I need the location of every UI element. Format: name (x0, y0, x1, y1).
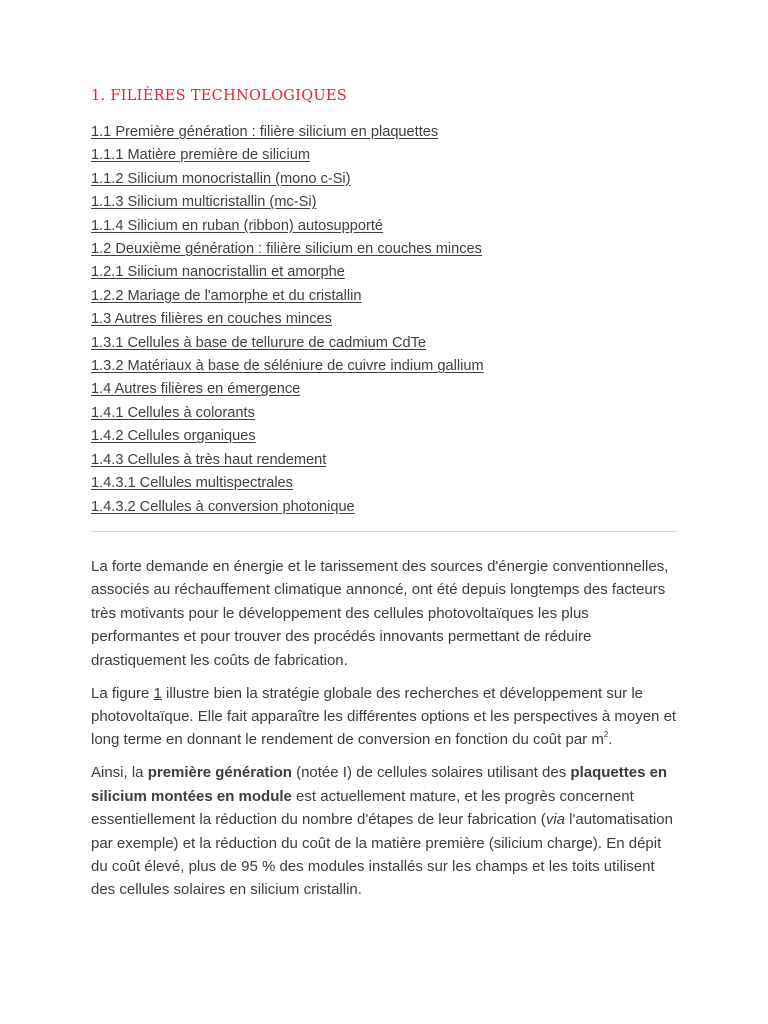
toc-item (91, 121, 484, 144)
italic-term-via: via (545, 811, 565, 829)
toc-item (91, 215, 484, 238)
toc-link-1-1-1[interactable]: 1.1.1 Matière première de silicium (91, 147, 310, 164)
section-divider (91, 531, 677, 532)
toc-item (91, 449, 484, 472)
paragraph-text: (notée I) de cellules solaires utilisant des (291, 764, 571, 782)
paragraph-text: illustre bien la stratégie globale des recherches et développement sur le photovoltaïque. Elle fait apparaître les différentes options et les perspectives à moyen et long terme en donnant le rendement de conversion en fonction du coût par m (91, 684, 677, 749)
toc-item (91, 238, 484, 261)
toc-link-1-3-2[interactable]: 1.3.2 Matériaux à base de séléniure de cuivre indium gallium (91, 358, 484, 375)
toc-item (91, 261, 484, 284)
paragraph-text: l'automatisation par exemple) et la réduction du coût de la matière première (silicium charge). En dépit du coût élevé, plus de 95 % des modules installés sur les champs et les toits utilisent des cellules solaires en silicium cristallin. (91, 811, 673, 899)
toc-item (91, 332, 484, 355)
paragraph-figure-reference (91, 682, 677, 752)
paragraph-intro: La forte demande en énergie et le tarissement des sources d'énergie conventionnelles, associés au réchauffement climatique annoncé, ont été depuis longtemps des facteurs très motivants pour le développement des cellules photovoltaïques les plus performantes et pour trouver des procédés innovants permettant de réduire drastiquement les coûts de fabrication. (91, 558, 669, 669)
toc-link-1-4-1[interactable]: 1.4.1 Cellules à colorants (91, 404, 255, 421)
paragraph-text: Ainsi, la (91, 764, 148, 782)
toc-item (91, 402, 484, 425)
toc-item (91, 472, 484, 495)
bold-term-silicon-wafers: plaquettes en silicium montées en module (91, 764, 668, 805)
bold-term-first-generation: première génération (147, 764, 292, 782)
toc-link-1-2-2[interactable]: 1.2.2 Mariage de l'amorphe et du cristallin (91, 287, 362, 304)
superscript-two: 2 (603, 730, 609, 740)
toc-link-1-1-4[interactable]: 1.1.4 Silicium en ruban (ribbon) autosupporté (91, 217, 384, 234)
toc-link-1-3-1[interactable]: 1.3.1 Cellules à base de tellurure de cadmium CdTe (91, 334, 427, 351)
toc-item (91, 496, 484, 519)
toc-link-1-1-3[interactable]: 1.1.3 Silicium multicristallin (mc-Si) (91, 194, 317, 211)
toc-link-1-4-3-2[interactable]: 1.4.3.2 Cellules à conversion photonique (91, 498, 355, 515)
toc-item (91, 308, 484, 331)
toc-link-1-2[interactable]: 1.2 Deuxième génération : filière silicium en couches minces (91, 241, 482, 258)
article-body (91, 555, 677, 911)
table-of-contents (91, 121, 484, 519)
toc-item (91, 144, 484, 167)
toc-item (91, 191, 484, 214)
toc-link-1-1-2[interactable]: 1.1.2 Silicium monocristallin (mono c-Si) (91, 170, 351, 187)
toc-link-1-4[interactable]: 1.4 Autres filières en émergence (91, 381, 301, 398)
paragraph-first-generation (91, 761, 677, 901)
figure-link[interactable]: 1 (153, 684, 162, 702)
toc-item (91, 378, 484, 401)
toc-link-1-4-2[interactable]: 1.4.2 Cellules organiques (91, 428, 256, 445)
toc-item (91, 285, 484, 308)
paragraph-text: La figure (91, 684, 154, 702)
toc-item (91, 425, 484, 448)
toc-item (91, 168, 484, 191)
paragraph-text: est actuellement mature, et les progrès concernent essentiellement la réduction du nombre d'étapes de leur fabrication ( (91, 787, 634, 829)
toc-link-1-2-1[interactable]: 1.2.1 Silicium nanocristallin et amorphe (91, 264, 345, 281)
toc-link-1-4-3-1[interactable]: 1.4.3.1 Cellules multispectrales (91, 475, 293, 492)
toc-link-1-4-3[interactable]: 1.4.3 Cellules à très haut rendement (91, 451, 327, 468)
section-title: 1. FILIÈRES TECHNOLOGIQUES (91, 88, 348, 104)
toc-link-1-1[interactable]: 1.1 Première génération : filière silicium en plaquettes (91, 124, 439, 140)
toc-link-1-3[interactable]: 1.3 Autres filières en couches minces (91, 311, 332, 328)
toc-item (91, 355, 484, 378)
paragraph-text: . (608, 731, 613, 749)
